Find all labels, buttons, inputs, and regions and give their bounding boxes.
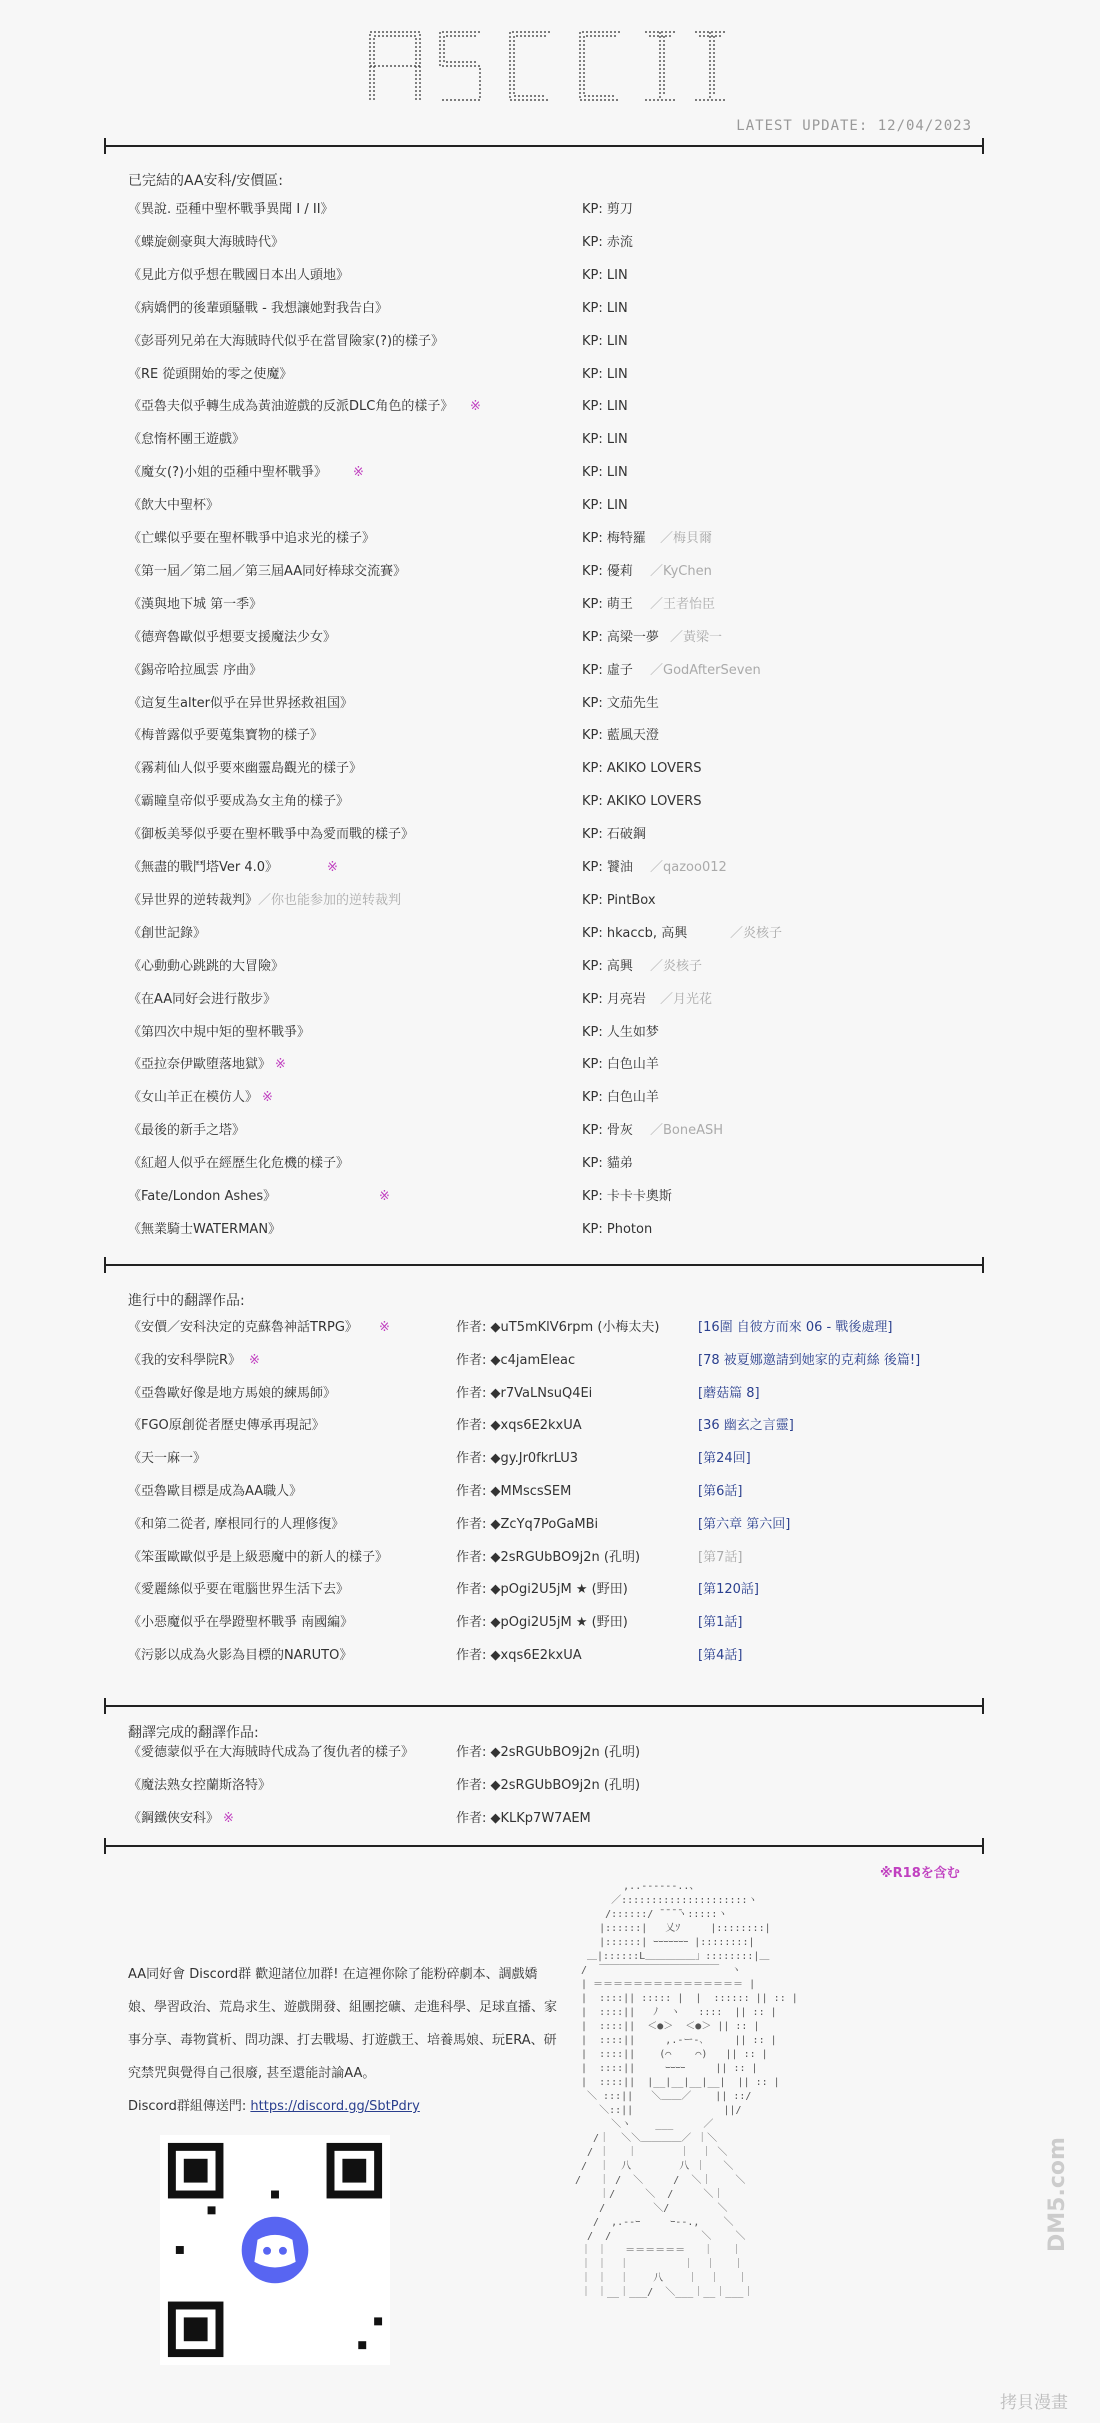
work-title-link[interactable]: 《污影以成為火影為目標的NARUTO》 (128, 1648, 353, 1663)
list-item (128, 365, 978, 385)
list-item (128, 924, 978, 944)
list-item (128, 200, 978, 220)
kp-name: KP: 石破鋼 (582, 827, 646, 842)
work-title-link[interactable]: 《飲大中聖杯》 (128, 498, 220, 513)
work-title-link[interactable]: 《FGO原創從者歷史傳承再現記》 (128, 1418, 325, 1433)
logo-text: ASCII (360, 22, 364, 23)
discord-promo (128, 1958, 558, 2123)
work-title-link[interactable]: 《創世記錄》 (128, 926, 207, 941)
author-name: 作者: ◆ZcYq7PoGaMBi (456, 1517, 599, 1532)
work-title-link[interactable]: 《心動動心跳跳的大冒險》 (128, 959, 285, 974)
work-title-link[interactable]: 《小惡魔似乎在學蹬聖杯戰爭 南國編》 (128, 1615, 354, 1630)
list-item (128, 694, 978, 714)
divider (104, 145, 984, 147)
progress-link[interactable]: [第7話] (698, 1550, 743, 1565)
list-item (128, 299, 978, 319)
divider (104, 1264, 984, 1266)
list-item (128, 496, 978, 516)
list-item (128, 233, 978, 253)
work-title-link[interactable]: 《紅超人似乎在經歷生化危機的樣子》 (128, 1156, 350, 1171)
list-item (128, 628, 978, 648)
progress-link[interactable]: [第1話] (698, 1615, 743, 1630)
r18-mark: ※ (223, 1811, 234, 1826)
work-title-link[interactable]: 《漢與地下城 第一季》 (128, 597, 263, 612)
work-title-link[interactable]: 《梅普露似乎要蒐集寶物的樣子》 (128, 728, 324, 743)
kp-name: KP: Photon (582, 1222, 653, 1237)
list-item (128, 1613, 978, 1633)
kp-name: KP: LIN (582, 367, 628, 382)
latest-update: LATEST UPDATE: 12/04/2023 (736, 118, 972, 134)
progress-link[interactable]: [16圍 自彼方而來 06 - 戰後處理] (698, 1320, 893, 1335)
work-title-link[interactable]: 《笨蛋歐歐似乎是上級惡魔中的新人的樣子》 (128, 1550, 389, 1565)
work-title-link[interactable]: 《怠惰杯團王遊戲》 (128, 432, 246, 447)
work-title-link[interactable]: 《這复生alter似乎在异世界拯救祖国》 (128, 696, 354, 711)
kp-extra: ／月光花 (660, 992, 713, 1007)
section-title-translated: 翻譯完成的翻譯作品: (128, 1725, 259, 1741)
kp-name: KP: 卡卡卡奧斯 (582, 1189, 672, 1204)
list-item (128, 825, 978, 845)
kp-extra: ／GodAfterSeven (650, 663, 761, 678)
kp-name: KP: 人生如梦 (582, 1025, 659, 1040)
list-item (128, 661, 978, 681)
kp-name: KP: 骨灰 (582, 1123, 633, 1138)
author-name: 作者: ◆pOgi2U5jM ★ (野田) (456, 1615, 628, 1630)
progress-link[interactable]: [第120話] (698, 1582, 759, 1597)
r18-mark: ※ (379, 1320, 390, 1335)
work-title-link[interactable]: 《女山羊正在模仿人》 (128, 1090, 259, 1105)
progress-link[interactable]: [第4話] (698, 1648, 743, 1663)
work-title-link[interactable]: 《魔女(?)小姐的亞種中聖杯戰爭》 (128, 465, 328, 480)
list-item (128, 562, 978, 582)
kp-name: KP: hkaccb, 高興 (582, 926, 688, 941)
kp-name: KP: 饕油 (582, 860, 633, 875)
work-title-link[interactable]: 《鋼鐵俠安科》 (128, 1811, 220, 1826)
work-title-link[interactable]: 《異說. 亞種中聖杯戰爭異聞 I / II》 (128, 202, 334, 217)
kp-name: KP: LIN (582, 432, 628, 447)
work-title-link[interactable]: 《魔法熟女控蘭斯洛特》 (128, 1778, 272, 1793)
work-title-extra: ／你也能参加的逆转裁判 (258, 893, 402, 908)
r18-note: ※R18を含む (880, 1866, 960, 1881)
list-item (128, 759, 978, 779)
watermark-bottom: 拷貝漫畫 (1000, 2393, 1068, 2413)
kp-name: KP: 萌王 (582, 597, 633, 612)
work-title-link[interactable]: 《霧莉仙人似乎要來幽靈島觀光的樣子》 (128, 761, 363, 776)
list-item (128, 1220, 978, 1240)
section-title-ongoing: 進行中的翻譯作品: (128, 1293, 245, 1309)
list-item (128, 1351, 978, 1371)
kp-extra: ／KyChen (650, 564, 712, 579)
work-title-link[interactable]: 《在AA同好会进行散步》 (128, 992, 277, 1007)
kp-name: KP: 貓弟 (582, 1156, 633, 1171)
list-item (128, 1384, 978, 1404)
kp-name: KP: 高梁一夢 (582, 630, 659, 645)
promo-link-label: Discord群組傳送門: (128, 2099, 251, 2114)
kp-extra: ／BoneASH (650, 1123, 724, 1138)
work-title-link[interactable]: 《德齊魯歐似乎想要支援魔法少女》 (128, 630, 337, 645)
work-title-link[interactable]: 《錫帝哈拉風雲 序曲》 (128, 663, 263, 678)
list-item (128, 726, 978, 746)
list-item (128, 430, 978, 450)
watermark-side: DM5.com (1045, 2137, 1070, 2252)
kp-name: KP: LIN (582, 465, 628, 480)
r18-mark: ※ (249, 1353, 260, 1368)
kp-extra: ／炎核子 (730, 926, 783, 941)
list-item (128, 990, 978, 1010)
work-title-link[interactable]: 《和第二從者, 摩根同行的人理修復》 (128, 1517, 345, 1532)
progress-link[interactable]: [36 幽玄之言靈] (698, 1418, 794, 1433)
kp-name: KP: AKIKO LOVERS (582, 761, 702, 776)
author-name: 作者: ◆xqs6E2kxUA (456, 1648, 582, 1663)
work-title-link[interactable]: 《愛德蒙似乎在大海賊時代成為了復仇者的樣子》 (128, 1745, 415, 1760)
list-item (128, 1515, 978, 1535)
author-name: 作者: ◆MMscsSEM (456, 1484, 572, 1499)
work-title-link[interactable]: 《無業騎士WATERMAN》 (128, 1222, 282, 1237)
r18-mark: ※ (327, 860, 338, 875)
kp-name: KP: 月亮岩 (582, 992, 646, 1007)
list-item (128, 1776, 978, 1796)
promo-link-line (128, 2090, 558, 2123)
discord-link[interactable]: https://discord.gg/SbtPdry (250, 2099, 420, 2114)
list-item (128, 332, 978, 352)
kp-name: KP: 高興 (582, 959, 633, 974)
list-item (128, 1449, 978, 1469)
list-item (128, 463, 978, 483)
kp-name: KP: 梅特羅 (582, 531, 646, 546)
kp-name: KP: 優莉 (582, 564, 633, 579)
kp-name: KP: 文茄先生 (582, 696, 659, 711)
list-item (128, 1121, 978, 1141)
work-title-link[interactable]: 《亞魯歐好像是地方馬娘的練馬師》 (128, 1386, 337, 1401)
work-title-link[interactable]: 《天一麻一》 (128, 1451, 207, 1466)
list-item (128, 397, 978, 417)
work-title-link[interactable]: 《亞魯歐目標是成為AA職人》 (128, 1484, 303, 1499)
list-item (128, 858, 978, 878)
work-title-link[interactable]: 《彭哥列兄弟在大海賊時代似乎在當冒險家(?)的樣子》 (128, 334, 445, 349)
author-name: 作者: ◆r7VaLNsuQ4Ei (456, 1386, 593, 1401)
author-name: 作者: ◆c4jamEleac (456, 1353, 576, 1368)
work-title-link[interactable]: 《Fate/London Ashes》 (128, 1189, 277, 1204)
kp-name: KP: PintBox (582, 893, 656, 908)
r18-mark: ※ (353, 465, 364, 480)
work-title-link[interactable]: 《RE 從頭開始的零之使魔》 (128, 367, 293, 382)
list-item (128, 891, 978, 911)
work-title-link[interactable]: 《异世界的逆转裁判》 (128, 893, 259, 908)
work-title-link[interactable]: 《最後的新手之塔》 (128, 1123, 246, 1138)
kp-name: KP: 白色山羊 (582, 1057, 659, 1072)
list-item (128, 1055, 978, 1075)
list-item (128, 1416, 978, 1436)
list-item (128, 1646, 978, 1666)
r18-mark: ※ (470, 399, 481, 414)
work-title-link[interactable]: 《第四次中規中矩的聖杯戰爭》 (128, 1025, 311, 1040)
author-name: 作者: ◆2sRGUbBO9j2n (孔明) (456, 1550, 641, 1565)
kp-name: KP: 藍風天澄 (582, 728, 659, 743)
list-item (128, 1088, 978, 1108)
kp-extra: ／王者怡臣 (650, 597, 716, 612)
work-title-link[interactable]: 《御板美琴似乎要在聖杯戰爭中為愛而戰的樣子》 (128, 827, 415, 842)
list-item (128, 957, 978, 977)
kp-name: KP: LIN (582, 334, 628, 349)
progress-link[interactable]: [蘑菇篇 8] (698, 1386, 760, 1401)
list-item (128, 792, 978, 812)
list-item (128, 266, 978, 286)
list-item (128, 1187, 978, 1207)
author-name: 作者: ◆pOgi2U5jM ★ (野田) (456, 1582, 628, 1597)
kp-name: KP: LIN (582, 268, 628, 283)
kp-extra: ／qazoo012 (650, 860, 727, 875)
list-item (128, 1809, 978, 1829)
ascii-art-illustration: ,..--‐‐--..、 ／:::::::::::::::::::::ヽ /::::::/ ̄ ̄ ̄ ̄ヽ:::::ヽ |::::::| 乂ｿ |::::::::| |::::::| ｰｰｰｰｰｰｰ |::::::::| ＿|::::::L＿＿＿＿＿」::::::::|＿ / ￣￣￣￣￣￣￣￣￣￣￣￣ ヽ | ＝＝＝＝＝＝＝＝＝＝＝＝＝＝＝ | | ::::|| ::::: | | :::::: || :: | | ::::|| ﾉ ヽ :::: || :: | | ::::|| ＜●＞ ＜●＞ || :: | | ::::|| ,.-ー-､ || :: | | ::::|| (⌒ ⌒) || :: | | ::::|| ｰｰｰｰ || :: | | ::::|| |__|__|__|__| || :: | ＼ :::|| ＼＿＿／ || ::/ ＼::|| ||/ ＼ヽ ___ ／ /｜ ＼＼＿＿＿＿／ ｜＼ / ｜ ｜ ｜ ｜ ＼ / ｜ 八 八 ｜ ＼ / ｜ / ＼ / ＼｜ ＼ ｜/ ＼ / ＼｜ / ＼/ ＼ / ,.-‐ｰ ｰ‐-., ＼ / / ＼ ＼ ｜ ｜ ＝＝＝＝＝＝ ｜ ｜ ｜ ｜ ｜ ｜ ｜ ｜ ｜ ｜ ｜ 八 ｜ ｜ ｜ ｜ ｜__｜___/ ＼___｜__｜___｜ (575, 1881, 798, 2298)
work-title-link[interactable]: 《霸瞳皇帝似乎要成為女主角的樣子》 (128, 794, 350, 809)
progress-link[interactable]: [第6話] (698, 1484, 743, 1499)
r18-mark: ※ (379, 1189, 390, 1204)
kp-name: KP: AKIKO LOVERS (582, 794, 702, 809)
section-title-completed: 已完結的AA安科/安價區: (128, 173, 283, 189)
work-title-link[interactable]: 《亡蝶似乎要在聖杯戰爭中追求光的樣子》 (128, 531, 376, 546)
work-title-link[interactable]: 《我的安科學院R》 (128, 1353, 242, 1368)
kp-name: KP: 白色山羊 (582, 1090, 659, 1105)
author-name: 作者: ◆2sRGUbBO9j2n (孔明) (456, 1745, 641, 1760)
work-title-link[interactable]: 《亞魯夫似乎轉生成為黃油遊戲的反派DLC角色的樣子》 (128, 399, 454, 414)
list-item (128, 529, 978, 549)
kp-name: KP: 剪刀 (582, 202, 633, 217)
kp-extra: ／梅貝爾 (660, 531, 713, 546)
ascii-logo (360, 22, 740, 102)
list-item (128, 1580, 978, 1600)
progress-link[interactable]: [78 被夏娜邀請到她家的克莉絲 後篇!] (698, 1353, 921, 1368)
author-name: 作者: ◆2sRGUbBO9j2n (孔明) (456, 1778, 641, 1793)
list-item (128, 1154, 978, 1174)
kp-name: KP: 赤流 (582, 235, 633, 250)
work-title-link[interactable]: 《第一屆／第二屆／第三屆AA同好棒球交流賽》 (128, 564, 407, 579)
work-title-link[interactable]: 《亞拉奈伊歐堕落地獄》 (128, 1057, 272, 1072)
list-item (128, 1482, 978, 1502)
author-name: 作者: ◆uT5mKlV6rpm (小梅太夫) (456, 1320, 660, 1335)
kp-name: KP: LIN (582, 498, 628, 513)
work-title-link[interactable]: 《安價／安科決定的克蘇魯神話TRPG》 (128, 1320, 358, 1335)
work-title-link[interactable]: 《病嬌們的後輩頭騷戰 - 我想讓她對我告白》 (128, 301, 388, 316)
work-title-link[interactable]: 《見此方似乎想在戰國日本出人頭地》 (128, 268, 350, 283)
list-item (128, 1318, 978, 1338)
kp-name: KP: LIN (582, 301, 628, 316)
work-title-link[interactable]: 《愛麗絲似乎要在電腦世界生活下去》 (128, 1582, 350, 1597)
progress-link[interactable]: [第六章 第六回] (698, 1517, 791, 1532)
promo-text: AA同好會 Discord群 歡迎諸位加群! 在這裡你除了能粉碎劇本、調戲嬌娘、學習政治、荒島求生、遊戲開發、組團挖礦、走進科學、足球直播、家事分享、毒物賞析、問功課、打去戰場、打遊戲王、培養馬娘、玩ERA、研究禁咒與覺得自己很廢, 甚至還能討論AA。 (128, 1967, 558, 2081)
work-title-link[interactable]: 《無盡的戰鬥塔Ver 4.0》 (128, 860, 279, 875)
discord-qr-code[interactable] (160, 2135, 390, 2365)
kp-name: KP: 虛子 (582, 663, 633, 678)
list-item (128, 1023, 978, 1043)
list-item (128, 1743, 978, 1763)
author-name: 作者: ◆gy.Jr0fkrLU3 (456, 1451, 579, 1466)
divider (104, 1705, 984, 1707)
work-title-link[interactable]: 《蝶旋劍豪與大海賊時代》 (128, 235, 285, 250)
author-name: 作者: ◆KLKp7W7AEM (456, 1811, 591, 1826)
r18-mark: ※ (275, 1057, 286, 1072)
kp-name: KP: LIN (582, 399, 628, 414)
progress-link[interactable]: [第24回] (698, 1451, 751, 1466)
kp-extra: ／黃梁一 (670, 630, 723, 645)
divider (104, 1845, 984, 1847)
r18-mark: ※ (262, 1090, 273, 1105)
kp-extra: ／炎核子 (650, 959, 703, 974)
list-item (128, 595, 978, 615)
list-item (128, 1548, 978, 1568)
author-name: 作者: ◆xqs6E2kxUA (456, 1418, 582, 1433)
